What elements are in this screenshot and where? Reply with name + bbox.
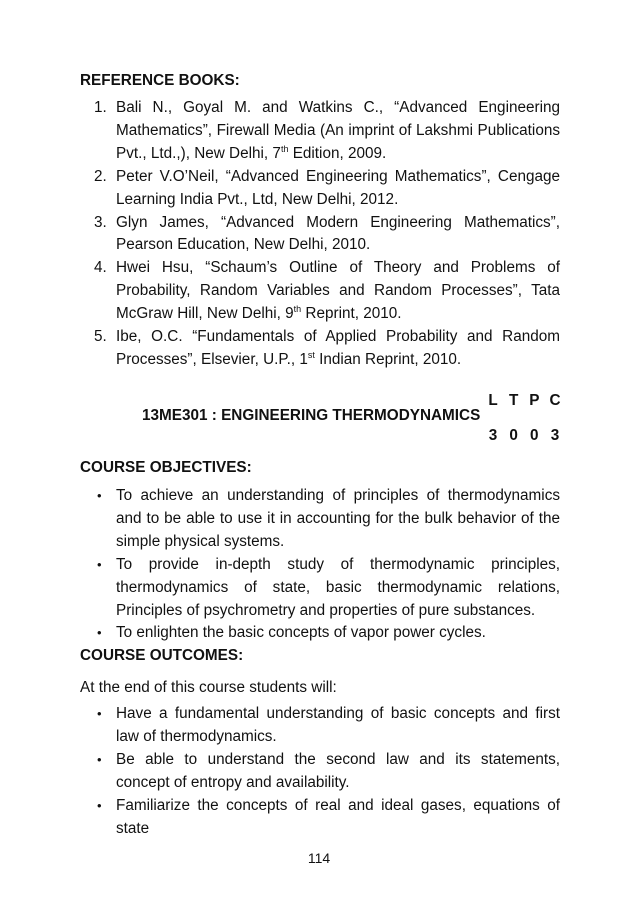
course-outcomes-heading: COURSE OUTCOMES: bbox=[80, 647, 244, 664]
reference-item bbox=[0, 257, 638, 326]
reference-number: 5. bbox=[94, 328, 107, 346]
reference-text: Hwei Hsu, “Schaum’s Outline of Theory and Problems of Probability, Random Variables and Random Processes”, Tata McGraw Hill, New Delhi, 9th Reprint, 2010. bbox=[116, 259, 560, 323]
objective-item bbox=[0, 485, 638, 554]
outcome-item bbox=[0, 795, 638, 841]
page-number: 114 bbox=[307, 850, 331, 866]
reference-number: 3. bbox=[94, 213, 107, 231]
ltpc-values bbox=[486, 427, 562, 445]
ltpc-value-t: 0 bbox=[509, 427, 518, 444]
outcomes-intro: At the end of this course students will: bbox=[80, 679, 337, 696]
bullet-icon: • bbox=[97, 751, 102, 767]
reference-item bbox=[0, 97, 638, 166]
reference-text: Ibe, O.C. “Fundamentals of Applied Probability and Random Processes”, Elsevier, U.P., 1st Indian Reprint, 2010. bbox=[116, 328, 560, 368]
outcome-text: Have a fundamental understanding of basic concepts and first law of thermodynamics. bbox=[116, 705, 560, 745]
outcome-text: Be able to understand the second law and its statements, concept of entropy and availability. bbox=[116, 750, 560, 791]
ltpc-label-c: C bbox=[549, 392, 561, 409]
objective-text: To enlighten the basic concepts of vapor power cycles. bbox=[116, 624, 486, 642]
bullet-icon: • bbox=[97, 797, 102, 813]
reference-number: 1. bbox=[94, 99, 107, 116]
objective-text: To achieve an understanding of principles of thermodynamics and to be able to use it in accounting for the bulk behavior of the simple physical systems. bbox=[116, 487, 560, 550]
outcome-item bbox=[0, 749, 638, 795]
reference-text: Glyn James, “Advanced Modern Engineering Mathematics”, Pearson Education, New Delhi, 2010. bbox=[116, 213, 560, 254]
ltpc-value-p: 0 bbox=[530, 427, 539, 444]
course-objectives-heading: COURSE OBJECTIVES: bbox=[80, 459, 252, 476]
reference-item bbox=[0, 166, 638, 212]
reference-books-heading: REFERENCE BOOKS: bbox=[80, 72, 240, 89]
bullet-icon: • bbox=[97, 488, 102, 503]
reference-text: Peter V.O’Neil, “Advanced Engineering Mathematics”, Cengage Learning India Pvt., Ltd, New Delhi, 2012. bbox=[116, 167, 560, 208]
reference-books-list bbox=[0, 97, 638, 372]
ltpc-value-l: 3 bbox=[488, 427, 498, 444]
reference-number: 2. bbox=[94, 167, 107, 185]
reference-text: Bali N., Goyal M. and Watkins C., “Advanced Engineering Mathematics”, Firewall Media (An imprint of Lakshmi Publications Pvt., Ltd.,), New Delhi, 7th Edition, 2009. bbox=[116, 99, 560, 162]
ltpc-label-t: T bbox=[508, 392, 519, 409]
reference-item bbox=[0, 212, 638, 258]
reference-number: 4. bbox=[94, 259, 107, 277]
bullet-icon: • bbox=[97, 556, 102, 572]
outcome-text: Familiarize the concepts of real and ideal gases, equations of state bbox=[116, 796, 560, 837]
course-outcomes-list bbox=[0, 703, 638, 840]
course-objectives-list bbox=[0, 485, 638, 645]
objective-item bbox=[0, 554, 638, 623]
ltpc-label-p: P bbox=[529, 392, 540, 409]
ltpc-labels bbox=[486, 392, 562, 410]
bullet-icon: • bbox=[97, 625, 102, 641]
ltpc-label-l: L bbox=[488, 392, 498, 409]
objective-item bbox=[0, 622, 638, 645]
outcome-item bbox=[0, 703, 638, 749]
bullet-icon: • bbox=[97, 706, 102, 721]
ltpc-value-c: 3 bbox=[550, 427, 560, 444]
reference-item bbox=[0, 326, 638, 372]
course-title: 13ME301 : ENGINEERING THERMODYNAMICS bbox=[142, 407, 481, 424]
objective-text: To provide in-depth study of thermodynamic principles, thermodynamics of state, basic thermodynamic relations, Principles of psychrometry and properties of pure substances. bbox=[116, 555, 560, 619]
